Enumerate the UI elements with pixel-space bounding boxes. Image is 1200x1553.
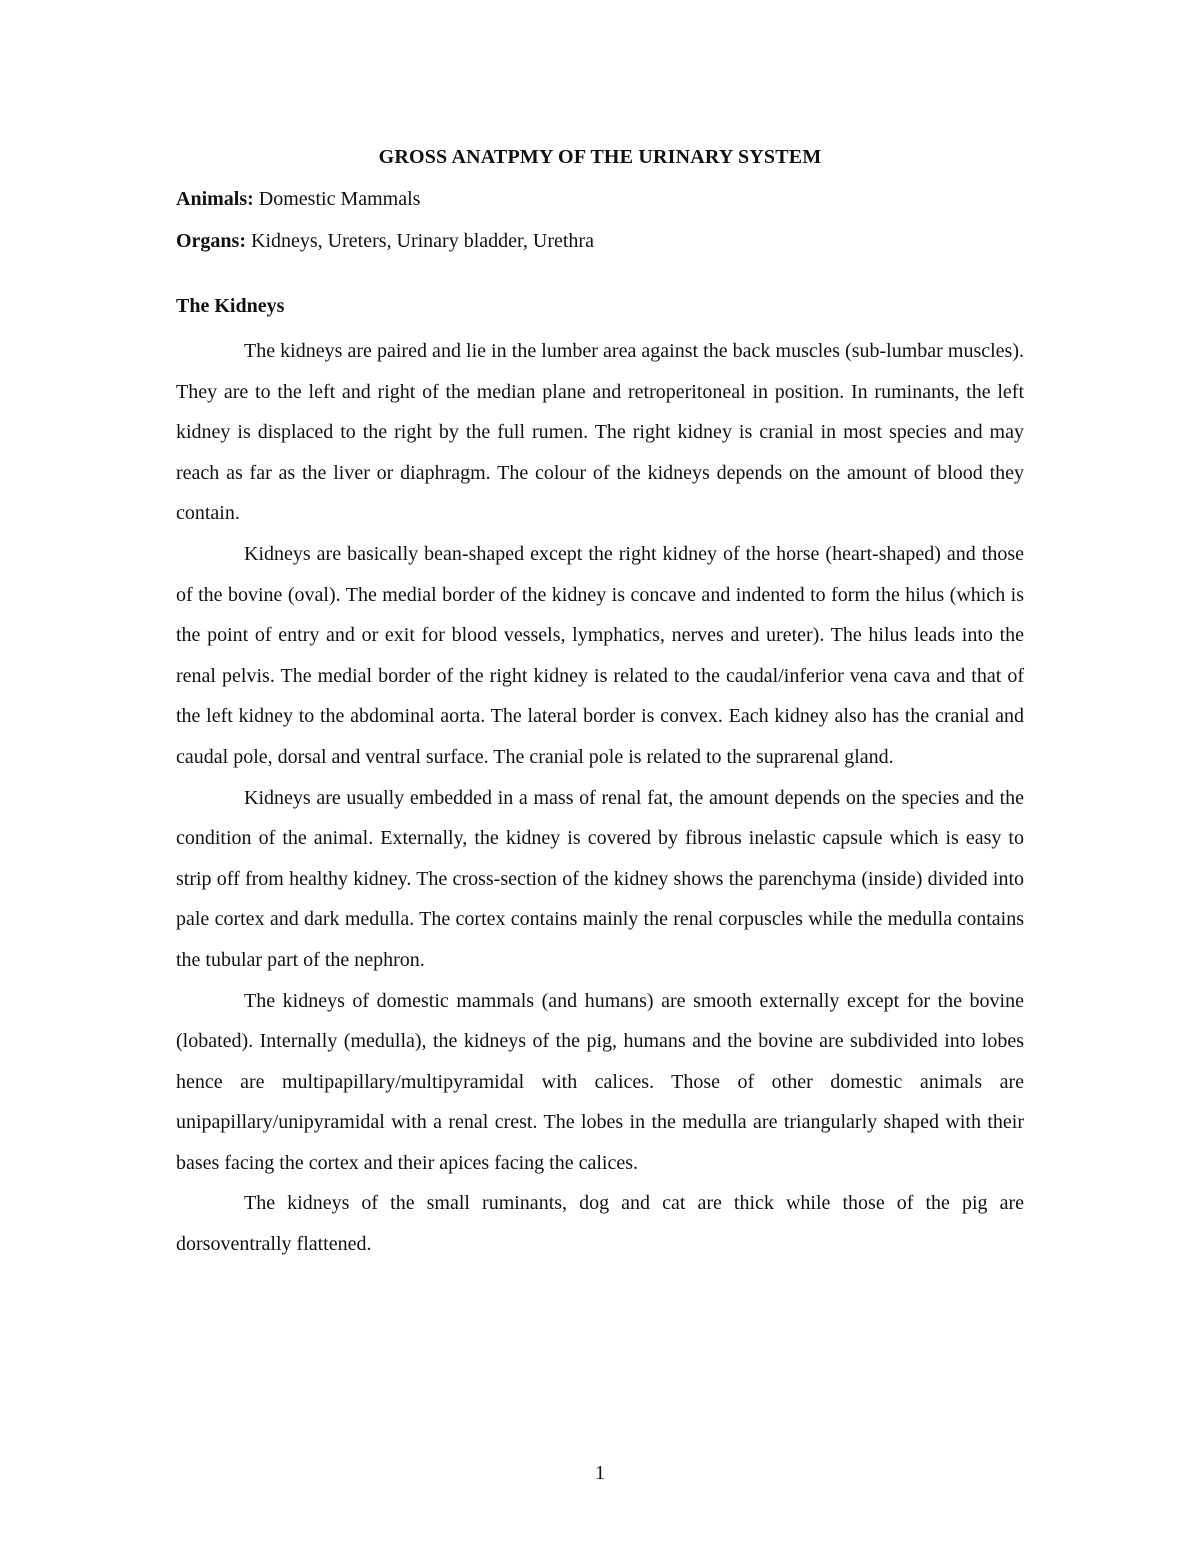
page-content [176, 142, 1024, 1265]
document-title: GROSS ANATPMY OF THE URINARY SYSTEM [378, 146, 822, 168]
animals-line [176, 184, 1024, 214]
page-number: 1 [595, 1462, 605, 1484]
paragraph: Kidneys are basically bean-shaped except the right kidney of the horse (heart-shaped) and those of the bovine (oval). The medial border of the kidney is concave and indented to form the hilus (which is the point of entry and or exit for blood vessels, lymphatics, nerves and ureter). The hilus leads into the renal pelvis. The medial border of the right kidney is related to the caudal/inferior vena cava and that of the left kidney to the abdominal aorta. The lateral border is convex. Each kidney also has the cranial and caudal pole, dorsal and ventral surface. The cranial pole is related to the suprarenal gland. [176, 542, 1024, 768]
paragraph: The kidneys of the small ruminants, dog and cat are thick while those of the pig are dorsoventrally flattened. [176, 1192, 1024, 1256]
paragraph: The kidneys of domestic mammals (and humans) are smooth externally except for the bovine (lobated). Internally (medulla), the kidneys of the pig, humans and the bovine are subdivided into lobes hence are multipapillary/multipyramidal with calices. Those of other domestic animals are unipapillary/unipyramidal with a renal crest. The lobes in the medulla are triangularly shaped with their bases facing the cortex and their apices facing the calices. [176, 989, 1024, 1174]
animals-label: Animals: [176, 188, 254, 210]
organs-line [176, 226, 1024, 256]
animals-value: Domestic Mammals [253, 188, 421, 210]
paragraph: Kidneys are usually embedded in a mass of renal fat, the amount depends on the species and the condition of the animal. Externally, the kidney is covered by fibrous inelastic capsule which is easy to strip off from healthy kidney. The cross-section of the kidney shows the parenchyma (inside) divided into pale cortex and dark medulla. The cortex contains mainly the renal corpuscles while the medulla contains the tubular part of the nephron. [176, 786, 1024, 971]
organs-value: Kidneys, Ureters, Urinary bladder, Urethra [246, 230, 594, 252]
paragraph: The kidneys are paired and lie in the lumber area against the back muscles (sub-lumbar muscles). They are to the left and right of the median plane and retroperitoneal in position. In ruminants, the left kidney is displaced to the right by the full rumen. The right kidney is cranial in most species and may reach as far as the liver or diaphragm. The colour of the kidneys depends on the amount of blood they contain. [176, 340, 1024, 525]
section-heading-kidneys: The Kidneys [176, 295, 285, 317]
organs-label: Organs: [176, 230, 246, 252]
